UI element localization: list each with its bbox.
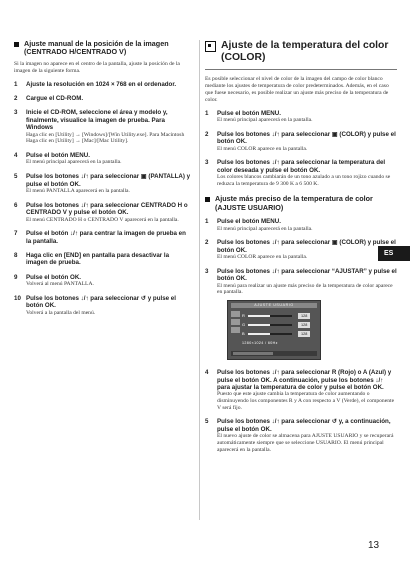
step-description: Puesto que este ajuste cambia la temperatura de color aumentando o disminuyendo los componentes R y A con respecto a V (Verde), el componente V será fijo.	[217, 391, 395, 411]
step-description: El menú principal aparecerá en la pantalla.	[217, 225, 313, 232]
step-title: Inicie el CD-ROM, seleccione el área y modelo y, finalmente, visualice la imagen de prueba. Para Windows	[26, 109, 168, 132]
step-description: El nuevo ajuste de color se almacena para AJUSTE USUARIO y se recuperará automáticamente siempre que se seleccione USUARIO. El menú principal aparecerá en la pantalla.	[217, 433, 394, 453]
step-number: 4	[14, 152, 18, 160]
column-divider	[199, 40, 200, 520]
step-item	[205, 239, 397, 261]
step-item	[14, 230, 192, 245]
osd-slider-fill	[248, 315, 270, 317]
step-description: Los colores blancos cambiarán de un tono azulado a un tono rojizo cuando se reduzca la temperatura de 9 300 K a 6 500 K.	[217, 174, 391, 187]
step-number: 5	[205, 418, 209, 426]
osd-slider	[248, 333, 292, 335]
language-tab: ES	[378, 246, 410, 261]
osd-row-b	[242, 331, 318, 337]
step-title: Pulse el botón MENU.	[217, 109, 281, 117]
step-title: Pulse los botones ↓/↑ para seleccionar ▣ (COLOR) y pulse el botón OK.	[217, 239, 396, 254]
step-item	[205, 369, 397, 411]
osd-side-icon	[231, 327, 240, 333]
step-number: 7	[14, 230, 18, 238]
bullet-square-icon	[14, 42, 19, 47]
color-intro: Es posible seleccionar el nivel de color de la imagen del campo de color blanco mediante los ajustes de temperatura de color predeterminados. Además, en el caso que fuese necesario, es posible realizar un ajuste más preciso de la temperatura de color.	[205, 76, 389, 103]
step-number: 6	[14, 201, 18, 209]
section-heading-text: Ajuste manual de la posición de la imagen (CENTRADO H/CENTRADO V)	[24, 39, 169, 57]
osd-user-adjust-screenshot	[227, 300, 321, 360]
osd-title: AJUSTE USUARIO	[231, 303, 317, 308]
step-number: 2	[205, 239, 209, 247]
step-item	[14, 95, 192, 102]
section-intro: Si la imagen no aparece en el centro de la pantalla, ajuste la posición de la imagen de la siguiente forma.	[14, 60, 180, 74]
osd-row-value: 128	[298, 331, 310, 337]
page-number: 13	[368, 540, 380, 551]
step-number: 4	[205, 369, 209, 377]
step-title: Pulse los botones ↓/↑ para seleccionar R (Rojo) o A (Azul) y pulse el botón OK. A continuación, pulse los botones ↓/↑ para ajustar la temperatura de color y pulse el botón OK.	[217, 369, 392, 391]
title-rule	[205, 69, 397, 70]
step-title: Pulse el botón OK.	[26, 273, 82, 281]
step-number: 2	[14, 95, 18, 103]
osd-side-icon	[231, 319, 240, 325]
osd-row-r	[242, 313, 318, 319]
step-description: Volverá al menú PANTALLA.	[26, 281, 94, 288]
step-number: 3	[14, 109, 18, 117]
step-number: 1	[205, 109, 209, 117]
step-title: Pulse los botones ↓/↑ para seleccionar “AJUSTAR” y pulse el botón OK.	[217, 267, 397, 283]
step-item	[14, 295, 192, 317]
step-item	[205, 110, 397, 124]
color-icon	[205, 41, 216, 52]
osd-slider	[248, 315, 292, 317]
osd-slider	[248, 324, 292, 326]
step-title: Pulse el botón MENU.	[217, 218, 281, 226]
osd-row-value: 128	[298, 313, 310, 319]
step-title: Pulse los botones ↓/↑ para seleccionar CENTRADO H o CENTRADO V y pulse el botón OK.	[26, 201, 188, 217]
step-title: Pulse los botones ↓/↑ para seleccionar ▣ (PANTALLA) y pulse el botón OK.	[26, 173, 191, 188]
step-item	[205, 268, 397, 362]
page-title	[205, 40, 397, 64]
osd-row-value: 128	[298, 322, 310, 328]
step-number: 9	[14, 273, 18, 281]
left-column	[14, 40, 192, 323]
step-item	[205, 218, 397, 232]
step-description: Volverá a la pantalla del menú.	[26, 309, 96, 316]
step-title: Ajuste la resolución en 1024 × 768 en el ordenador.	[26, 80, 177, 88]
step-number: 3	[205, 159, 209, 167]
osd-row-label: R	[242, 313, 245, 319]
step-item	[14, 202, 192, 224]
right-column	[205, 40, 397, 460]
step-item	[205, 159, 397, 187]
step-item	[14, 274, 192, 288]
osd-row-label: B	[242, 331, 245, 337]
step-title: Haga clic en [END] en pantalla para desactivar la imagen de prueba.	[26, 252, 170, 267]
centering-steps	[14, 81, 192, 317]
osd-slider-fill	[248, 333, 270, 335]
page-title-text: Ajuste de la temperatura del color (COLOR)	[221, 40, 389, 63]
step-number: 8	[14, 252, 18, 260]
sub-heading-user-adjust	[205, 195, 397, 212]
step-title: Pulse los botones ↓/↑ para seleccionar ↺ y pulse el botón OK.	[26, 294, 176, 310]
step-number: 5	[14, 173, 18, 181]
osd-resolution: 1280×1024 / 60Hz	[242, 341, 278, 346]
step-item	[14, 252, 192, 267]
step-number: 3	[205, 267, 209, 275]
step-number: 10	[14, 294, 21, 302]
step-item	[14, 109, 192, 145]
user-adjust-steps	[205, 218, 397, 453]
step-item	[14, 81, 192, 88]
step-title: Pulse el botón MENU.	[26, 152, 90, 160]
step-title: Pulse los botones ↓/↑ para seleccionar la temperatura del color deseada y pulse el botón OK.	[217, 159, 386, 174]
step-number: 1	[205, 218, 209, 226]
section-heading-centering	[14, 40, 192, 57]
step-description: El menú CENTRADO H o CENTRADO V aparecerá en la pantalla.	[26, 216, 179, 223]
osd-row-label: G	[242, 322, 246, 328]
step-description: El menú COLOR aparece en la pantalla.	[217, 254, 308, 261]
step-number: 1	[14, 80, 18, 88]
step-item	[205, 418, 397, 453]
step-title: Pulse los botones ↓/↑ para seleccionar ▣ (COLOR) y pulse el botón OK.	[217, 130, 396, 146]
osd-side-icon	[231, 311, 240, 317]
osd-slider-fill	[248, 324, 270, 326]
bullet-square-icon	[205, 197, 210, 202]
osd-row-g	[242, 322, 318, 328]
step-description: El menú COLOR aparece en la pantalla.	[217, 145, 308, 152]
step-description: Haga clic en [Utility] → [Windows]/[Win Utility.exe]. Para Macintosh Haga clic en [Utility] → [Mac]/[Mac Utility].	[26, 131, 185, 145]
step-title: Pulse los botones ↓/↑ para seleccionar ↺ y, a continuación, pulse el botón OK.	[217, 418, 391, 433]
step-title: Pulse el botón ↓/↑ para centrar la imagen de prueba en la pantalla.	[26, 230, 186, 245]
osd-bottom-bar	[231, 351, 317, 356]
step-title: Cargue el CD-ROM.	[26, 95, 84, 103]
sub-heading-text: Ajuste más preciso de la temperatura de color (AJUSTE USUARIO)	[215, 194, 373, 212]
step-item	[14, 173, 192, 195]
step-description: El menú para realizar un ajuste más preciso de la temperatura de color aparece en pantalla.	[217, 282, 393, 296]
step-number: 2	[205, 130, 209, 138]
step-description: El menú PANTALLA aparecerá en la pantalla.	[26, 187, 130, 194]
step-description: El menú principal aparecerá en la pantalla.	[26, 159, 122, 166]
step-item	[205, 131, 397, 153]
color-steps	[205, 110, 397, 188]
step-item	[14, 152, 192, 166]
step-description: El menú principal aparecerá en la pantalla.	[217, 117, 313, 124]
